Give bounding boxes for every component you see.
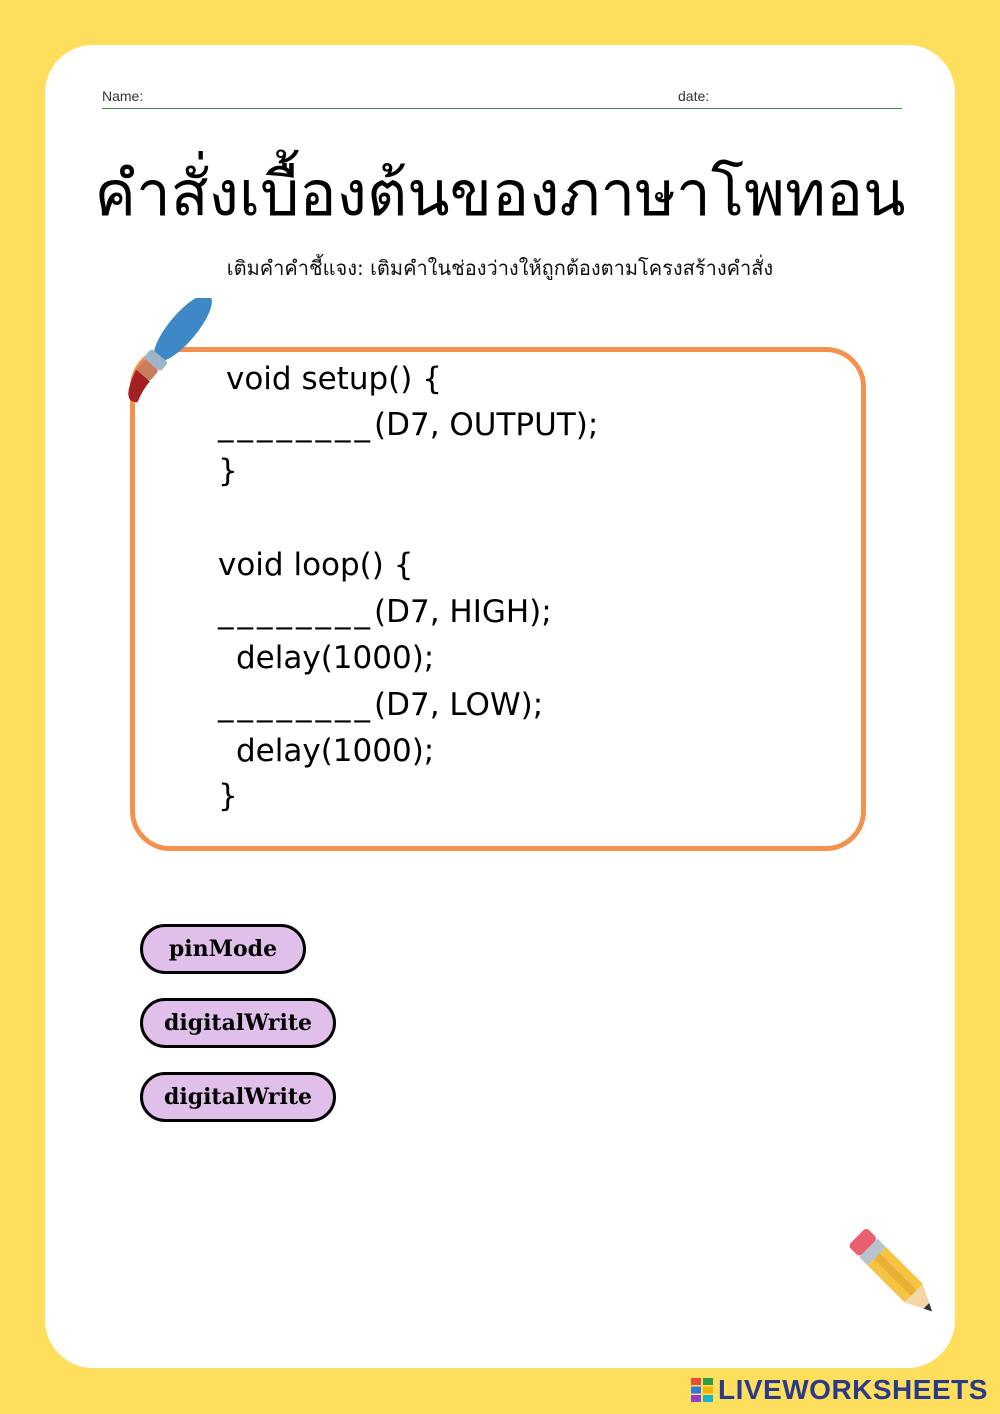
name-date-line [102, 108, 902, 109]
word-chip-digitalwrite-2[interactable]: digitalWrite [140, 1072, 336, 1122]
pencil-icon [848, 1228, 944, 1320]
code-loop-args-1: (D7, HIGH); [374, 594, 552, 630]
word-chip-pinmode[interactable]: pinMode [140, 924, 306, 974]
code-loop-open: void loop() { [218, 547, 414, 583]
code-delay-2: delay(1000); [236, 733, 435, 769]
liveworksheets-brand [690, 1374, 988, 1406]
paintbrush-icon [100, 298, 222, 410]
date-label: date: [678, 88, 710, 104]
code-setup-close: } [218, 453, 238, 489]
code-setup-args: (D7, OUTPUT); [374, 407, 599, 443]
page-title: คำสั่งเบื้องต้นของภาษาโพทอน [94, 157, 906, 230]
instructions-text: เติมคำคำชี้แจง: เติมคำในช่องว่างให้ถูกต้องตามโครงสร้างคำสั่ง [226, 256, 774, 280]
code-loop-close: } [218, 778, 238, 814]
code-loop-args-2: (D7, LOW); [374, 687, 544, 723]
name-label: Name: [102, 88, 144, 104]
code-delay-1: delay(1000); [236, 640, 435, 676]
liveworksheets-logo-icon [690, 1377, 714, 1403]
code-loop-statement-2 [218, 687, 544, 723]
brand-text: LIVEWORKSHEETS [718, 1374, 988, 1405]
code-loop-statement-1 [218, 594, 552, 630]
code-setup-statement [218, 407, 599, 443]
word-chip-digitalwrite-1[interactable]: digitalWrite [140, 998, 336, 1048]
blank-2[interactable]: ________ [218, 594, 374, 630]
blank-1[interactable]: ________ [218, 407, 374, 443]
code-setup-open: void setup() { [226, 361, 442, 397]
blank-3[interactable]: ________ [218, 687, 374, 723]
